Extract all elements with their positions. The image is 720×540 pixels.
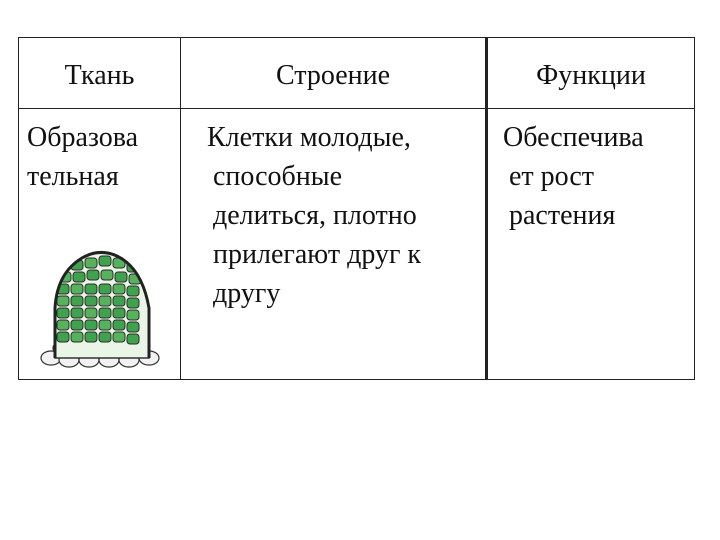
- function-cell: [503, 118, 693, 235]
- structure-line: делиться, плотно: [213, 200, 417, 231]
- header-structure: Строение: [275, 60, 391, 91]
- header-functions: Функции: [536, 60, 646, 91]
- structure-line: способные: [213, 161, 343, 192]
- header-divider: [19, 108, 694, 109]
- function-line: Обеспечива: [503, 122, 644, 153]
- tissue-name-cell: [27, 118, 177, 196]
- structure-line: прилегают друг к: [213, 239, 422, 270]
- tissue-table: [18, 37, 695, 380]
- structure-line: другу: [213, 278, 281, 309]
- structure-line: Клетки молодые,: [207, 122, 411, 153]
- header-tissue: Ткань: [64, 60, 135, 91]
- meristem-cells-icon: [37, 248, 167, 368]
- function-line: ет рост: [509, 161, 595, 192]
- tissue-name-line: Образова: [27, 122, 139, 153]
- structure-cell: [207, 118, 477, 313]
- function-line: растения: [509, 200, 616, 231]
- tissue-name-line: тельная: [27, 161, 119, 192]
